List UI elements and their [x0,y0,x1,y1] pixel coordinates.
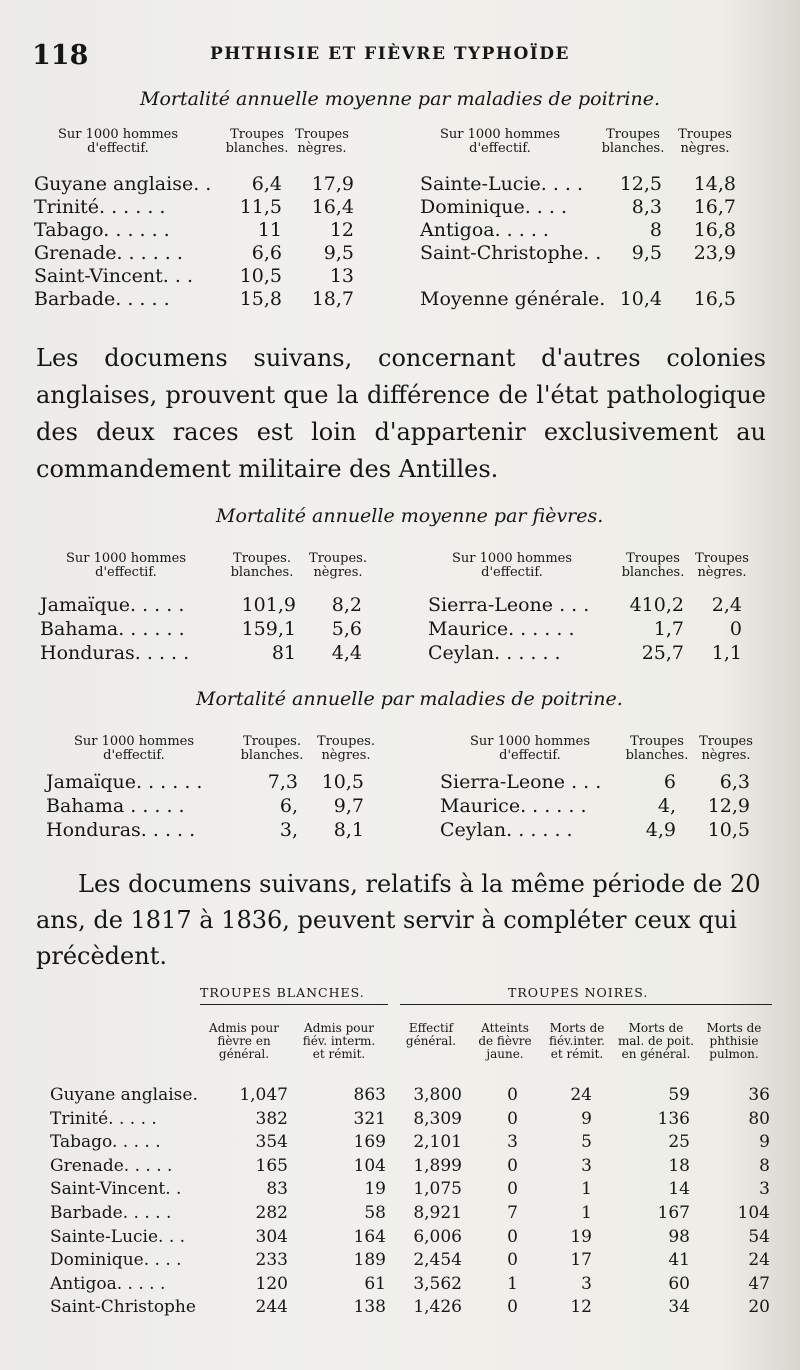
cell-value: 0 [507,1155,518,1176]
running-title: PHTHISIE ET FIÈVRE TYPHOÏDE [210,44,570,64]
table3-left-black-header: Troupes. nègres. [317,734,375,763]
cell-value: 167 [657,1202,690,1223]
table-row: Dominique. . . . 8,3 16,7 [420,196,736,218]
row-label: Trinité. . . . . [50,1108,157,1129]
table-row: Sierra-Leone . . . 410,2 2,4 [428,594,742,616]
cell-value: 2,454 [413,1250,462,1271]
table2-left-white-header: Troupes. blanches. [230,551,294,580]
cell-value: 1 [507,1273,518,1294]
cell-value: 6,006 [413,1226,462,1247]
table-row: Honduras. . . . . 81 4,4 [40,642,362,664]
table2-left-header: Sur 1000 hommes d'effectif. [65,551,187,580]
table2-right-white-header: Troupes blanches. [621,551,685,580]
table-row [50,1247,780,1271]
cell-value: 54 [748,1226,770,1247]
table-row [50,1176,780,1200]
table-row: Barbade. . . . . 15,8 18,7 [34,288,354,310]
table-row [50,1271,780,1295]
group-header-white: TROUPES BLANCHES. [200,985,365,1000]
cell-value: 321 [353,1108,386,1129]
table-row: Bahama. . . . . . 159,1 5,6 [40,618,362,640]
cell-value: 282 [255,1202,288,1223]
cell-value: 3 [759,1179,770,1200]
cell-value: 1 [581,1179,592,1200]
col-header-1: Admis pour fièvre en général. [209,1021,279,1061]
table1-right-white-header: Troupes blanches. [601,127,665,156]
table3-right-rows [440,770,770,842]
col-header-3: Effectif général. [405,1021,457,1048]
col-header-7: Morts de phthisie pulmon. [706,1021,762,1061]
col-header-2: Admis pour fiév. interm. et rémit. [302,1021,376,1061]
table-row [50,1129,780,1153]
cell-value: 0 [507,1226,518,1247]
row-label: Sainte-Lucie. . . [50,1226,186,1247]
cell-value: 0 [507,1250,518,1271]
table1-right-rows [420,172,760,310]
cell-value: 164 [353,1226,386,1247]
table-row: Jamaïque. . . . . 101,9 8,2 [40,594,362,616]
cell-value: 24 [570,1085,592,1105]
table1-left-rows [34,172,374,310]
page-number: 118 [32,40,89,71]
paragraph-1: Les documens suivans, concernant d'autres colonies anglaises, prouvent que la différence de l'état pathologique des deux races est loin d'appartenir exclusivement au commandement militaire des Antilles. [36,344,766,483]
cell-value: 304 [255,1226,288,1247]
cell-value: 47 [748,1273,770,1294]
table1-left-black-header: Troupes nègres. [295,127,349,156]
table1-caption: Mortalité annuelle moyenne par maladies de poitrine. [140,88,660,110]
table3-caption: Mortalité annuelle par maladies de poitrine. [196,688,623,710]
row-label: Saint-Vincent. . [50,1179,182,1200]
row-label: Tabago. . . . . [50,1132,161,1153]
cell-value: 104 [737,1202,770,1223]
group-bracket-white [200,1004,388,1013]
table3-left-header: Sur 1000 hommes d'effectif. [73,734,195,763]
paragraph-2: Les documens suivans, relatifs à la même période de 20 ans, de 1817 à 1836, peuvent servir à compléter ceux qui précèdent. [36,870,761,970]
cell-value: 233 [255,1250,288,1271]
cell-value: 34 [668,1297,690,1318]
table-row [50,1200,780,1224]
cell-value: 17 [570,1250,592,1271]
table-row [50,1082,780,1106]
cell-value: 3 [507,1132,518,1153]
cell-value: 19 [364,1179,386,1200]
cell-value: 9 [759,1132,770,1153]
table-row [50,1106,780,1130]
row-label: Saint-Christophe [50,1297,196,1318]
cell-value: 20 [748,1297,770,1318]
table-row [50,1294,780,1318]
table1-left-header: Sur 1000 hommes d'effectif. [57,127,179,156]
row-label: Antigoa. . . . . [50,1273,166,1294]
cell-value: 12 [570,1297,592,1318]
cell-value: 25 [668,1132,690,1153]
cell-value: 19 [570,1226,592,1247]
cell-value: 24 [748,1250,770,1271]
table3-right-header: Sur 1000 hommes d'effectif. [469,734,591,763]
col-header-5: Morts de fiév.inter. et rémit. [549,1021,605,1061]
table-row: Guyane anglaise. . 6,4 17,9 [34,173,354,195]
cell-value: 0 [507,1179,518,1200]
cell-value: 36 [748,1085,770,1105]
table-row: Ceylan. . . . . . 25,7 1,1 [428,642,742,664]
cell-value: 3 [581,1155,592,1176]
cell-value: 1,899 [413,1155,462,1176]
table-row: Maurice. . . . . . 4, 12,9 [440,795,750,817]
table-row: Tabago. . . . . . 11 12 [34,219,354,241]
table1-right-black-header: Troupes nègres. [678,127,732,156]
cell-value: 382 [255,1108,288,1129]
table3-left-rows [46,770,386,842]
cell-value: 3,562 [413,1273,462,1294]
cell-value: 169 [353,1132,386,1153]
cell-value: 120 [255,1273,288,1294]
cell-value: 83 [266,1179,288,1200]
cell-value: 8 [759,1155,770,1176]
table2-left-rows [40,593,380,665]
table-row: Saint-Vincent. . . 10,5 13 [34,265,354,287]
cell-value: 1,047 [239,1085,288,1105]
table3-right-black-header: Troupes nègres. [699,734,753,763]
table-row: Ceylan. . . . . . 4,9 10,5 [440,819,750,841]
cell-value: 60 [668,1273,690,1294]
table2-caption: Mortalité annuelle moyenne par fièvres. [216,505,604,527]
table2-right-header: Sur 1000 hommes d'effectif. [451,551,573,580]
table2-left-black-header: Troupes. nègres. [309,551,367,580]
cell-value: 136 [657,1108,690,1129]
col-header-4: Atteints de fièvre jaune. [478,1021,532,1061]
cell-value: 80 [748,1108,770,1129]
group-header-black: TROUPES NOIRES. [508,985,649,1000]
cell-value: 41 [668,1250,690,1271]
cell-value: 863 [353,1085,386,1105]
cell-value: 104 [353,1155,386,1176]
cell-value: 9 [581,1108,592,1129]
cell-value: 8,309 [413,1108,462,1129]
table-row [420,264,760,287]
table1-left-white-header: Troupes blanches. [225,127,289,156]
table2-right-black-header: Troupes nègres. [695,551,749,580]
cell-value: 59 [668,1085,690,1105]
table-row: Sierra-Leone . . . 6 6,3 [440,771,750,793]
table2-right-rows [428,593,768,665]
table-row: Sainte-Lucie. . . . 12,5 14,8 [420,173,736,195]
row-label: Grenade. . . . . [50,1155,173,1176]
cell-value: 0 [507,1108,518,1129]
table-row: Antigoa. . . . . 8 16,8 [420,219,736,241]
cell-value: 2,101 [413,1132,462,1153]
row-label: Guyane anglaise. [50,1085,198,1105]
table4-rows [50,1082,780,1318]
cell-value: 1 [581,1202,592,1223]
cell-value: 138 [353,1297,386,1318]
cell-value: 244 [255,1297,288,1318]
table-row: Maurice. . . . . . 1,7 0 [428,618,742,640]
cell-value: 354 [255,1132,288,1153]
table-row: Bahama . . . . . 6, 9,7 [46,795,364,817]
table-row: Jamaïque. . . . . . 7,3 10,5 [46,771,364,793]
cell-value: 3 [581,1273,592,1294]
cell-value: 0 [507,1297,518,1318]
table-row: Honduras. . . . . 3, 8,1 [46,819,364,841]
cell-value: 61 [364,1273,386,1294]
table-row: Trinité. . . . . . 11,5 16,4 [34,196,354,218]
cell-value: 14 [668,1179,690,1200]
cell-value: 98 [668,1226,690,1247]
table3-left-white-header: Troupes. blanches. [240,734,304,763]
cell-value: 1,075 [413,1179,462,1200]
cell-value: 18 [668,1155,690,1176]
cell-value: 58 [364,1202,386,1223]
table-row [50,1153,780,1177]
cell-value: 7 [507,1202,518,1223]
table1-right-header: Sur 1000 hommes d'effectif. [439,127,561,156]
table-row: Moyenne générale. 10,4 16,5 [420,288,736,310]
col-header-6: Morts de mal. de poit. en général. [618,1021,694,1061]
cell-value: 189 [353,1250,386,1271]
cell-value: 3,800 [413,1085,462,1105]
table3-right-white-header: Troupes blanches. [625,734,689,763]
cell-value: 1,426 [413,1297,462,1318]
table-row: Grenade. . . . . . 6,6 9,5 [34,242,354,264]
row-label: Dominique. . . . [50,1250,182,1271]
cell-value: 8,921 [413,1202,462,1223]
table-row: Saint-Christophe. . 9,5 23,9 [420,242,736,264]
row-label: Barbade. . . . . [50,1202,172,1223]
table-row [50,1224,780,1248]
cell-value: 0 [507,1085,518,1105]
cell-value: 165 [255,1155,288,1176]
cell-value: 5 [581,1132,592,1153]
group-bracket-black [400,1004,772,1013]
